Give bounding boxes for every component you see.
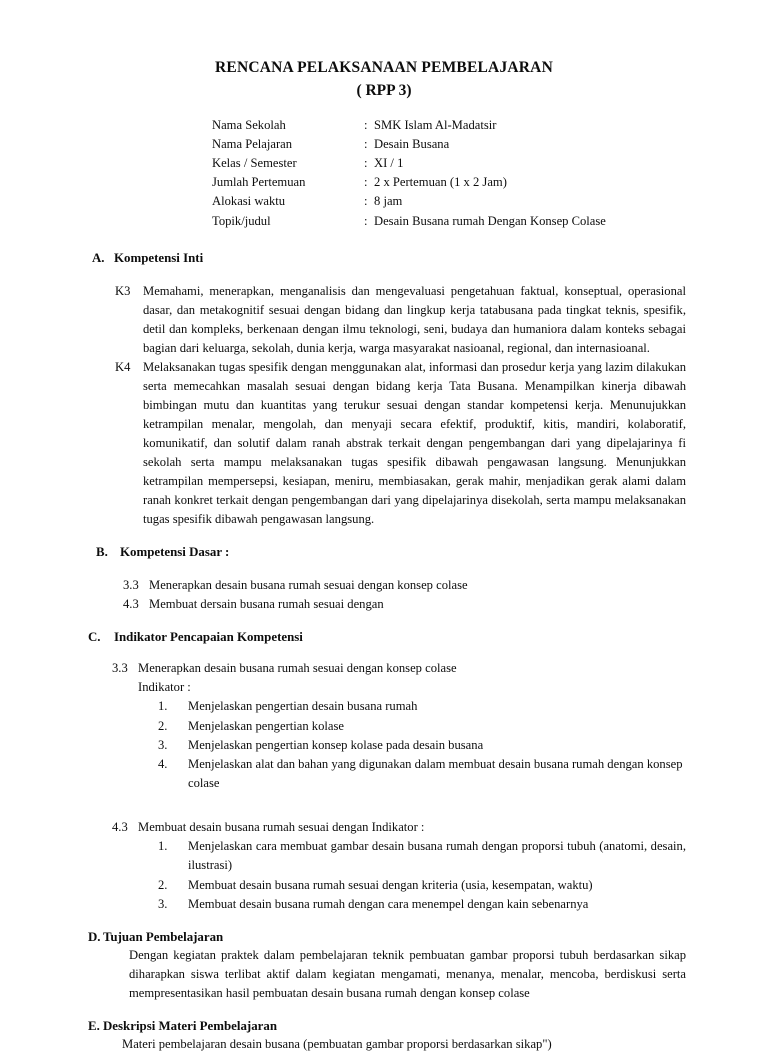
list-item-number: 1. [158, 699, 168, 714]
list-item [123, 595, 768, 614]
list-item-number: 4. [158, 756, 168, 771]
section-heading-e [0, 1019, 768, 1034]
list-item-label: Menjelaskan alat dan bahan yang digunakan dalam membuat desain busana rumah dengan konsep colase [188, 756, 683, 791]
indikator-group-heading [112, 659, 686, 678]
section-tujuan-pembelajaran [0, 930, 768, 1003]
list-item-number: 2. [158, 877, 168, 892]
list-item-number: 2. [158, 718, 168, 733]
section-heading-d [0, 930, 768, 945]
section-kompetensi-dasar [0, 545, 768, 614]
meta-value: XI / 1 [374, 156, 404, 171]
meta-value: SMK Islam Al-Madatsir [374, 117, 497, 132]
list-item-number: 4.3 [123, 597, 139, 612]
section-indikator-pencapaian [0, 630, 768, 914]
indikator-group [0, 659, 768, 793]
meta-separator: : [364, 213, 368, 228]
kompetensi-inti-item [115, 358, 686, 529]
meta-row [212, 154, 768, 173]
list-item-label: Membuat dersain busana rumah sesuai dengan [149, 597, 384, 612]
list-item-number: 3. [158, 896, 168, 911]
meta-label: Jumlah Pertemuan [212, 175, 306, 190]
section-deskripsi-materi [0, 1019, 768, 1054]
meta-row [212, 135, 768, 154]
section-title: Tujuan Pembelajaran [103, 929, 224, 944]
list-item [158, 736, 686, 755]
indikator-group-number: 3.3 [112, 661, 128, 676]
indikator-group-label: Menerapkan desain busana rumah sesuai dengan konsep colase [138, 661, 457, 676]
meta-value: Desain Busana rumah Dengan Konsep Colase [374, 213, 606, 228]
kompetensi-text: Melaksanakan tugas spesifik dengan menggunakan alat, informasi dan prosedur kerja yang lazim dilakukan serta memecahkan masalah sesuai dengan bidang kerja Tata Busana. Menampilkan kinerja dibawah bimbingan mutu dan kuantitas yang terukur sesuai dengan standar kompetensi kerja. Menunujukkan ketrampilan menalar, mengolah, dan menyaji secara efektif, produktif, kitis, mandiri, kolaboratif, komunikatif, dan solutif dalam ranah abstrak terkait dengan pengembangan dari yang dipelajarinya fi sekolah serta mampu melaksanakan tugas spesifik dibawah pengawasan langsung. Menunjukkan ketrampilan mempersepsi, kesiapan, meniru, membiasakan, gerak mahir, menjadikan gerak alami dalam ranah konkret terkait dengan pengembangan dari yang dipelajarinya disekolah, serta mampu melaksanakan tugas spesifik dibawah pengawasan langsung. [143, 359, 686, 526]
section-heading-a [0, 251, 768, 266]
list-item-label: Membuat desain busana rumah dengan cara menempel dengan kain sebenarnya [188, 896, 589, 911]
kompetensi-key: K4 [115, 359, 131, 374]
meta-label: Alokasi waktu [212, 194, 286, 209]
kompetensi-inti-item [115, 282, 686, 358]
kompetensi-dasar-list [0, 576, 768, 614]
meta-label: Kelas / Semester [212, 156, 297, 171]
document-meta-block [0, 116, 768, 231]
meta-separator: : [364, 136, 368, 151]
meta-separator: : [364, 117, 368, 132]
section-heading-b [0, 545, 768, 560]
meta-label: Nama Sekolah [212, 117, 286, 132]
section-body-d: Dengan kegiatan praktek dalam pembelajaran teknik pembuatan gambar proporsi tubuh berdasarkan sikap diharapkan siswa terlibat aktif dalam kegiatan mengamati, menanya, menalar, mencoba, berdiskusi serta mempresentasikan hasil pembuatan desain busana rumah dengan konsep colase [129, 947, 686, 1001]
indikator-group-heading [112, 818, 686, 837]
kompetensi-text: Memahami, menerapkan, menganalisis dan mengevaluasi pengetahuan faktual, konseptual, operasional dasar, dan metakognitif sesuai dengan bidang dan lingkup kerja tatabusana pada tingkat teknis, spesifik, detil dan kompleks, berkenaan dengan ilmu teknologi, seni, budaya dan humaniora dalam konteks sebagai bagian dari keluarga, sekolah, dunia kerja, warga masyarakat nasioanal, regional, dan internasioanal. [143, 283, 686, 355]
section-title: Kompetensi Inti [114, 250, 204, 265]
list-item-number: 3. [158, 737, 168, 752]
list-item [123, 576, 768, 595]
list-item-label: Menjelaskan cara membuat gambar desain busana rumah dengan proporsi tubuh (anatomi, desain, ilustrasi) [188, 839, 686, 873]
section-letter: A. [92, 250, 105, 265]
section-letter: B. [96, 544, 108, 559]
section-title: Indikator Pencapaian Kompetensi [114, 630, 303, 645]
section-letter: E. [88, 1019, 100, 1034]
kompetensi-inti-list [0, 282, 768, 529]
list-item [158, 717, 686, 736]
meta-row [212, 173, 768, 192]
indikator-subheading: Indikator : [138, 680, 191, 695]
meta-value: 2 x Pertemuan (1 x 2 Jam) [374, 175, 507, 190]
list-item-label: Menerapkan desain busana rumah sesuai dengan konsep colase [149, 577, 468, 592]
indikator-group-number: 4.3 [112, 820, 128, 835]
list-item-label: Menjelaskan pengertian kolase [188, 718, 344, 733]
indikator-item-list [112, 837, 686, 914]
list-item-label: Membuat desain busana rumah sesuai dengan kriteria (usia, kesempatan, waktu) [188, 877, 593, 892]
section-body-e: Materi pembelajaran desain busana (pembuatan gambar proporsi berdasarkan sikap") [122, 1037, 552, 1052]
meta-separator: : [364, 175, 368, 190]
section-heading-c [0, 630, 768, 645]
meta-row [212, 192, 768, 211]
kompetensi-key: K3 [115, 283, 131, 298]
list-item-label: Menjelaskan pengertian konsep kolase pada desain busana [188, 737, 484, 752]
list-item [158, 876, 686, 895]
indikator-group [0, 818, 768, 914]
page-subtitle: ( RPP 3) [356, 81, 412, 99]
section-letter: D. [88, 929, 101, 944]
meta-label: Nama Pelajaran [212, 136, 293, 151]
page-title: RENCANA PELAKSANAAN PEMBELAJARAN [215, 59, 553, 76]
meta-value: 8 jam [374, 194, 403, 209]
list-item [158, 837, 686, 875]
section-kompetensi-inti [0, 251, 768, 529]
list-item-label: Menjelaskan pengertian desain busana rumah [188, 699, 418, 714]
section-title: Deskripsi Materi Pembelajaran [103, 1019, 277, 1034]
section-title: Kompetensi Dasar : [120, 544, 230, 559]
meta-label: Topik/judul [212, 213, 271, 228]
list-item [158, 895, 686, 914]
list-item [158, 697, 686, 716]
section-letter: C. [88, 630, 101, 645]
meta-row [212, 116, 768, 135]
meta-separator: : [364, 194, 368, 209]
list-item [158, 755, 686, 793]
list-item-number: 1. [158, 839, 168, 854]
indikator-group-label: Membuat desain busana rumah sesuai dengan Indikator : [138, 820, 425, 835]
meta-value: Desain Busana [374, 136, 450, 151]
list-item-number: 3.3 [123, 577, 139, 592]
meta-separator: : [364, 156, 368, 171]
indikator-item-list [112, 697, 686, 793]
meta-row [212, 212, 768, 231]
